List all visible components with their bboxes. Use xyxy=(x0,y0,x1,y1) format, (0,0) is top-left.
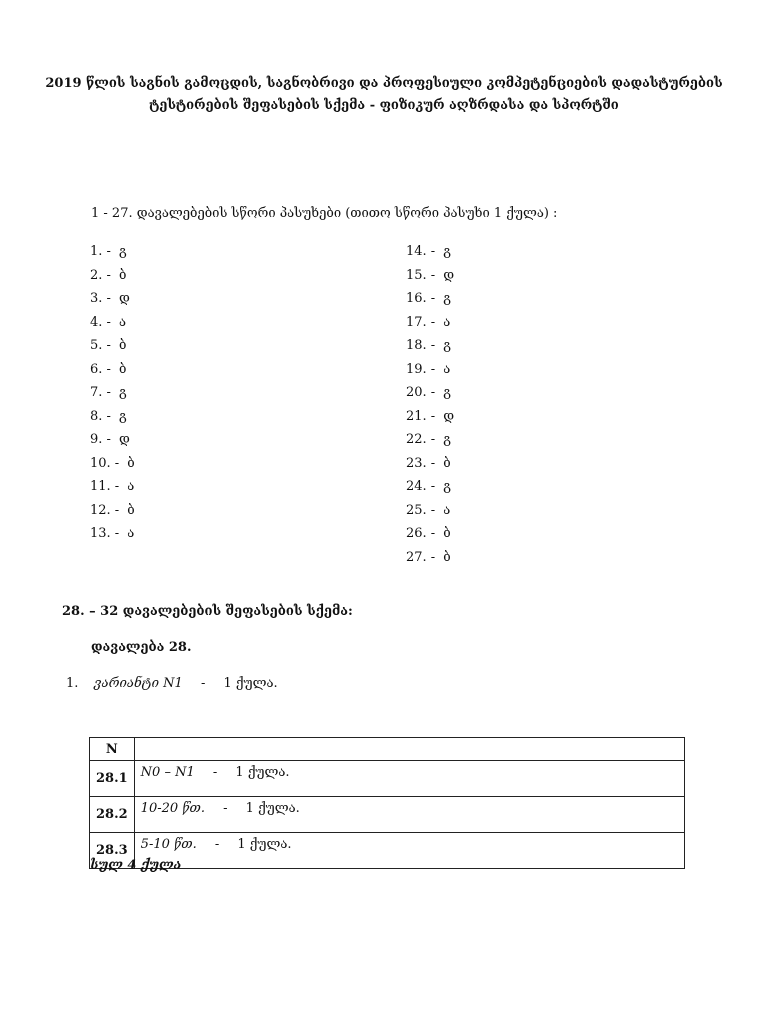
answer-item xyxy=(90,358,135,382)
document-title-line-1: 2019 წლის საგნის გამოცდის, საგნობრივი და პროფესიული კომპეტენციების დადასტურების xyxy=(45,76,723,91)
answer-item xyxy=(90,334,135,358)
answer-value: ა xyxy=(127,479,135,494)
row-content xyxy=(134,761,684,797)
answer-item xyxy=(406,381,454,405)
variant-name: ვარიანტი N1 xyxy=(94,676,183,691)
answer-number: 23. - xyxy=(406,455,436,471)
answer-value: გ xyxy=(443,432,451,447)
answer-number: 15. - xyxy=(406,267,436,283)
answer-number: 3. - xyxy=(90,291,111,306)
answer-number: 20. - xyxy=(406,385,436,400)
answer-number: 26. - xyxy=(406,526,436,541)
answer-value: დ xyxy=(118,432,130,447)
answer-value: ბ xyxy=(118,338,127,353)
answer-item xyxy=(90,264,135,288)
task-label: დავალება 28. xyxy=(91,640,192,655)
answer-value: ბ xyxy=(443,455,451,471)
answer-value: გ xyxy=(443,291,451,306)
answer-value: გ xyxy=(443,244,451,259)
table-row xyxy=(90,761,685,797)
answer-item xyxy=(90,522,135,546)
answer-number: 18. - xyxy=(406,338,436,353)
answer-item xyxy=(90,381,135,405)
answer-number: 17. - xyxy=(406,314,436,330)
row-dash: - xyxy=(214,837,220,852)
scoring-section-heading: 28. – 32 დავალებების შეფასების სქემა: xyxy=(62,604,353,619)
answer-item xyxy=(406,428,454,452)
answers-right-column xyxy=(406,240,454,569)
answer-value: გ xyxy=(443,338,451,353)
document-title-line-2: ტესტირების შეფასების სქემა - ფიზიკურ აღზრდასა და სპორტში xyxy=(149,98,619,113)
answers-left-column xyxy=(90,240,135,546)
variant-points: 1 ქულა. xyxy=(223,676,278,691)
variant-line xyxy=(66,676,278,691)
answer-number: 25. - xyxy=(406,502,436,518)
answer-number: 14. - xyxy=(406,244,436,259)
row-content xyxy=(134,797,684,833)
answer-number: 5. - xyxy=(90,338,111,353)
grading-table-header xyxy=(90,738,685,761)
answer-item xyxy=(90,240,135,264)
answer-item xyxy=(406,358,454,382)
answer-value: ბ xyxy=(127,455,135,471)
row-number: 28.3 xyxy=(90,833,135,869)
answer-number: 16. - xyxy=(406,291,436,306)
answer-item xyxy=(406,475,454,499)
variant-dash: - xyxy=(200,676,206,691)
answer-item xyxy=(90,405,135,429)
answer-number: 27. - xyxy=(406,549,436,565)
answer-item xyxy=(406,522,454,546)
answer-number: 4. - xyxy=(90,314,111,330)
answer-value: დ xyxy=(443,267,455,283)
row-spec: 5-10 წთ. xyxy=(140,837,197,852)
answer-value: ბ xyxy=(443,549,451,565)
answer-value: დ xyxy=(443,408,455,424)
answer-value: ბ xyxy=(118,267,127,283)
answer-value: გ xyxy=(118,385,127,400)
answer-value: ა xyxy=(127,526,135,541)
row-spec: 10-20 წთ. xyxy=(140,801,205,816)
row-spec: N0 – N1 xyxy=(140,765,195,780)
answer-item xyxy=(90,287,135,311)
answer-value: გ xyxy=(118,244,127,259)
answer-item xyxy=(406,405,454,429)
row-points: 1 ქულა. xyxy=(235,765,290,780)
answer-item xyxy=(90,475,135,499)
answer-item xyxy=(90,452,135,476)
total-points: სულ 4 ქულა xyxy=(90,858,182,873)
answer-value: ა xyxy=(443,502,451,518)
answer-number: 9. - xyxy=(90,432,111,447)
answer-number: 1. - xyxy=(90,244,111,259)
answer-value: ა xyxy=(118,314,126,330)
answer-number: 10. - xyxy=(90,455,120,471)
answers-section-heading: 1 - 27. დავალებების სწორი პასუხები (თითო სწორი პასუხი 1 ქულა) : xyxy=(91,206,558,221)
answer-value: ა xyxy=(443,361,451,377)
answer-value: გ xyxy=(443,479,451,494)
answer-item xyxy=(90,311,135,335)
table-row xyxy=(90,797,685,833)
answer-value: ბ xyxy=(443,526,451,541)
answer-value: ბ xyxy=(118,361,127,377)
grading-table-header-blank xyxy=(134,738,684,761)
answer-number: 2. - xyxy=(90,267,111,283)
answer-item xyxy=(406,311,454,335)
answer-number: 13. - xyxy=(90,526,120,541)
answer-number: 24. - xyxy=(406,479,436,494)
answer-item xyxy=(406,287,454,311)
answer-number: 21. - xyxy=(406,408,436,424)
row-dash: - xyxy=(212,765,218,780)
answer-value: დ xyxy=(118,291,130,306)
answer-item xyxy=(406,452,454,476)
row-dash: - xyxy=(223,801,228,816)
answer-value: გ xyxy=(118,408,127,424)
grading-table-header-n: N xyxy=(90,738,135,761)
grading-table xyxy=(89,737,685,869)
row-number: 28.1 xyxy=(90,761,135,797)
answer-item xyxy=(406,240,454,264)
row-points: 1 ქულა. xyxy=(245,801,300,816)
answer-number: 8. - xyxy=(90,408,111,424)
row-content xyxy=(134,833,684,869)
answer-number: 11. - xyxy=(90,479,120,494)
answer-item xyxy=(90,428,135,452)
answer-item xyxy=(90,499,135,523)
answer-number: 22. - xyxy=(406,432,436,447)
answer-number: 6. - xyxy=(90,361,111,377)
answer-number: 7. - xyxy=(90,385,111,400)
answer-value: ბ xyxy=(127,502,135,518)
answer-value: გ xyxy=(443,385,451,400)
answer-item xyxy=(406,334,454,358)
row-number: 28.2 xyxy=(90,797,135,833)
answer-number: 12. - xyxy=(90,502,120,518)
row-points: 1 ქულა. xyxy=(237,837,292,852)
answer-item xyxy=(406,546,454,570)
answer-number: 19. - xyxy=(406,361,436,377)
answer-value: ა xyxy=(443,314,451,330)
variant-index: 1. xyxy=(66,676,79,691)
answer-item xyxy=(406,499,454,523)
answer-item xyxy=(406,264,454,288)
